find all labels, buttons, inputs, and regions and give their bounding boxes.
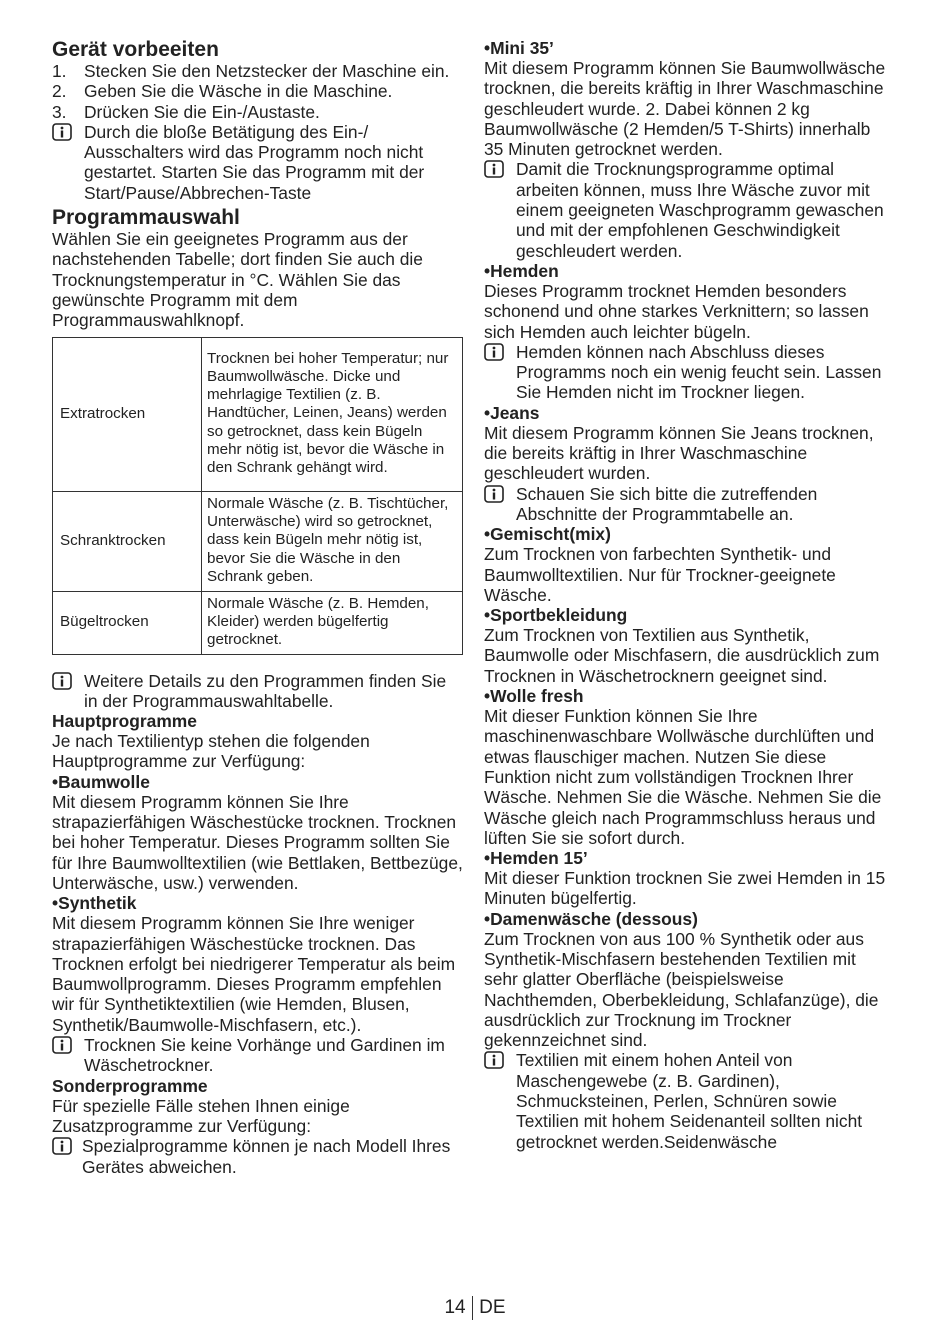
step-text: Stecken Sie den Netzstecker der Maschine ein. — [84, 61, 450, 81]
program-title-baumwolle: •Baumwolle — [52, 771, 150, 792]
info-note — [484, 159, 892, 260]
step-number: 1. — [52, 61, 67, 81]
info-note — [484, 484, 892, 525]
info-icon — [484, 484, 516, 507]
info-icon — [484, 1050, 516, 1073]
program-name: Schranktrocken — [53, 491, 202, 591]
sonderprogramme-intro: Für spezielle Fälle stehen Ihnen einige Zusatzprogramme zur Verfügung: — [52, 1095, 350, 1136]
program-title-mini35: •Mini 35’ — [484, 38, 554, 58]
info-note-text: Damit die Trocknungsprogramme optimal arbeiten können, muss Ihre Wäsche zuvor mit einem geeigneten Waschprogramm gewaschen und mit der empfohlenen Geschwindigkeit geschleudert werden. — [516, 159, 884, 261]
page-number: 14 — [444, 1297, 466, 1319]
info-note-text: Schauen Sie sich bitte die zutreffenden Abschnitte der Programmtabelle an. — [516, 483, 818, 524]
program-title-hemden15: •Hemden 15’ — [484, 848, 588, 869]
info-icon — [484, 159, 516, 182]
left-column — [52, 38, 464, 1177]
program-text-sportbekleidung: Zum Trocknen von Textilien aus Synthetik, Baumwolle oder Mischfasern, die ausdrücklich zum Trocknen in Wäschetrocknern geeignet sind. — [484, 625, 880, 686]
program-text-gemischt: Zum Trocknen von farbechten Synthetik- und Baumwolltextilien. Nur für Trockner-geeignete Wäsche. — [484, 544, 836, 605]
info-icon — [52, 1136, 82, 1159]
program-name: Bügeltrocken — [53, 591, 202, 654]
step-text: Geben Sie die Wäsche in die Maschine. — [84, 81, 393, 102]
program-text-synthetik: Mit diesem Programm können Sie Ihre weniger strapazierfähigen Wäschestücke trocknen. Das Trocknen erfolgt bei niedrigerer Temperatur als beim Baumwollprogramm. Dieses Programm empfehlen wir für Synthetiktextilien (wie Hemden, Blusen, Synthetik/Baumwolle-Mischfasern, etc.). — [52, 913, 456, 1035]
table-row — [53, 591, 463, 654]
heading-geraet-vorbereiten: Gerät vorbeeiten — [52, 38, 219, 61]
info-icon — [52, 1035, 84, 1058]
step-text: Drücken Sie die Ein-/Austaste. — [84, 101, 320, 122]
hauptprogramme-intro: Je nach Textilientyp stehen die folgenden Hauptprogramme zur Verfügung: — [52, 731, 370, 772]
step-number: 3. — [52, 101, 67, 122]
language-code: DE — [479, 1297, 506, 1319]
info-note-text: Spezialprogramme können je nach Modell Ihres Gerätes abweichen. — [82, 1136, 451, 1177]
program-title-wolle-fresh: •Wolle fresh — [484, 686, 584, 707]
info-note-text: Weitere Details zu den Programmen finden Sie in der Programmauswahltabelle. — [84, 670, 447, 711]
info-note — [52, 1136, 464, 1177]
program-text-jeans: Mit diesem Programm können Sie Jeans trocknen, die bereits kräftig in Ihrer Waschmaschine geschleudert wurden. — [484, 422, 874, 484]
program-text-hemden15: Mit dieser Funktion trocknen Sie zwei Hemden in 15 Minuten bügelfertig. — [484, 868, 886, 909]
heading-programmauswahl: Programmauswahl — [52, 206, 240, 230]
info-note-text: Textilien mit einem hohen Anteil von Maschengewebe (z. B. Gardinen), Schmucksteinen, Perlen, Schnüren sowie Textilien mit hohem Seidenanteil sollten nicht getrocknet werden.Seidenwäsche — [516, 1050, 863, 1152]
step-number: 2. — [52, 81, 67, 102]
info-icon — [52, 671, 84, 694]
info-note-text: Durch die bloße Betätigung des Ein-/ Ausschalters wird das Programm noch nicht gestartet. Starten Sie das Programm mit der Start/Pause/Abbrechen-Taste — [84, 121, 425, 203]
program-title-synthetik: •Synthetik — [52, 893, 137, 914]
right-column — [484, 38, 892, 1152]
info-icon — [52, 122, 84, 145]
program-text-damenwaesche: Zum Trocknen von aus 100 % Synthetik oder aus Synthetik-Mischfasern bestehenden Textilien mit sehr glatter Oberfläche (beispielsweise Nachthemden, Oberbekleidung, Schlafanzüge), die ausdrücklich zur Trocknung im Trockner gekennzeichnet sind. — [484, 928, 879, 1051]
program-title-hemden: •Hemden — [484, 260, 559, 281]
page-footer — [0, 1296, 950, 1320]
program-name: Extratrocken — [53, 337, 202, 491]
program-text-mini35: Mit diesem Programm können Sie Baumwollwäsche trocknen, die bereits kräftig in Ihrer Waschmaschine geschleudert wurde. 2. Dabei können 2 kg Baumwollwäsche (2 Hemden/5 T-Shirts) innerhalb 35 Minuten getrocknet werden. — [484, 58, 886, 160]
program-description: Trocknen bei hoher Temperatur; nur Baumwollwäsche. Dicke und mehrlagige Textilien (z. B. Handtücher, Leinen, Jeans) werden so getrocknet, dass kein Bügeln mehr nötig ist, bevor die Wäsche in den Schrank gehängt wird. — [202, 337, 463, 491]
programmauswahl-intro: Wählen Sie ein geeignetes Programm aus der nachstehenden Tabelle; dort finden Sie auch die Trocknungstemperatur in °C. Wählen Sie das gewünschte Programm mit dem Programmauswahlknopf. — [52, 229, 423, 331]
footer-divider — [472, 1296, 474, 1320]
program-title-jeans: •Jeans — [484, 402, 540, 423]
heading-sonderprogramme: Sonderprogramme — [52, 1075, 208, 1096]
program-table — [52, 337, 463, 655]
table-row — [53, 337, 463, 491]
table-row — [53, 491, 463, 591]
info-note — [484, 342, 892, 403]
program-title-gemischt: •Gemischt(mix) — [484, 524, 611, 545]
program-text-baumwolle: Mit diesem Programm können Sie Ihre strapazierfähigen Wäschestücke trocknen. Trocknen bei hoher Temperatur. Dieses Programm sollten Sie für Ihre Baumwolltextilien (wie Bettlaken, Bettbezüge, Unterwäsche, usw.) verwenden. — [52, 791, 463, 893]
program-description: Normale Wäsche (z. B. Hemden, Kleider) werden bügelfertig getrocknet. — [202, 591, 463, 654]
step-item — [52, 102, 464, 122]
info-note-text: Hemden können nach Abschluss dieses Programms noch ein wenig feucht sein. Lassen Sie Hemden nicht im Trockner liegen. — [516, 341, 882, 403]
info-note — [52, 122, 464, 203]
program-title-sportbekleidung: •Sportbekleidung — [484, 605, 628, 626]
heading-hauptprogramme: Hauptprogramme — [52, 711, 197, 732]
info-note — [52, 1035, 464, 1076]
info-note — [484, 1050, 892, 1151]
program-text-wolle-fresh: Mit dieser Funktion können Sie Ihre maschinenwaschbare Wollwäsche durchlüften und etwas flauschiger machen. Nutzen Sie diese Funktion nicht zum vollständigen Trocknen Ihrer Wäsche. Nehmen Sie die Wäsche. Nehmen Sie die Wäsche gleich nach Programmschluss heraus und lüften Sie sie sofort durch. — [484, 706, 882, 848]
program-title-damenwaesche: •Damenwäsche (dessous) — [484, 908, 698, 929]
program-text-hemden: Dieses Programm trocknet Hemden besonders schonend und ohne starkes Verknittern; so lassen sich Hemden auch leichter bügeln. — [484, 280, 869, 342]
step-item — [52, 61, 464, 81]
info-note — [52, 671, 464, 712]
program-description: Normale Wäsche (z. B. Tischtücher, Unterwäsche) wird so getrocknet, dass kein Bügeln mehr nötig ist, bevor Sie die Wäsche in den Schrank geben. — [202, 491, 463, 591]
info-note-text: Trocknen Sie keine Vorhänge und Gardinen im Wäschetrockner. — [84, 1035, 445, 1076]
steps-list — [52, 61, 464, 122]
step-item — [52, 81, 464, 101]
info-icon — [484, 342, 516, 365]
